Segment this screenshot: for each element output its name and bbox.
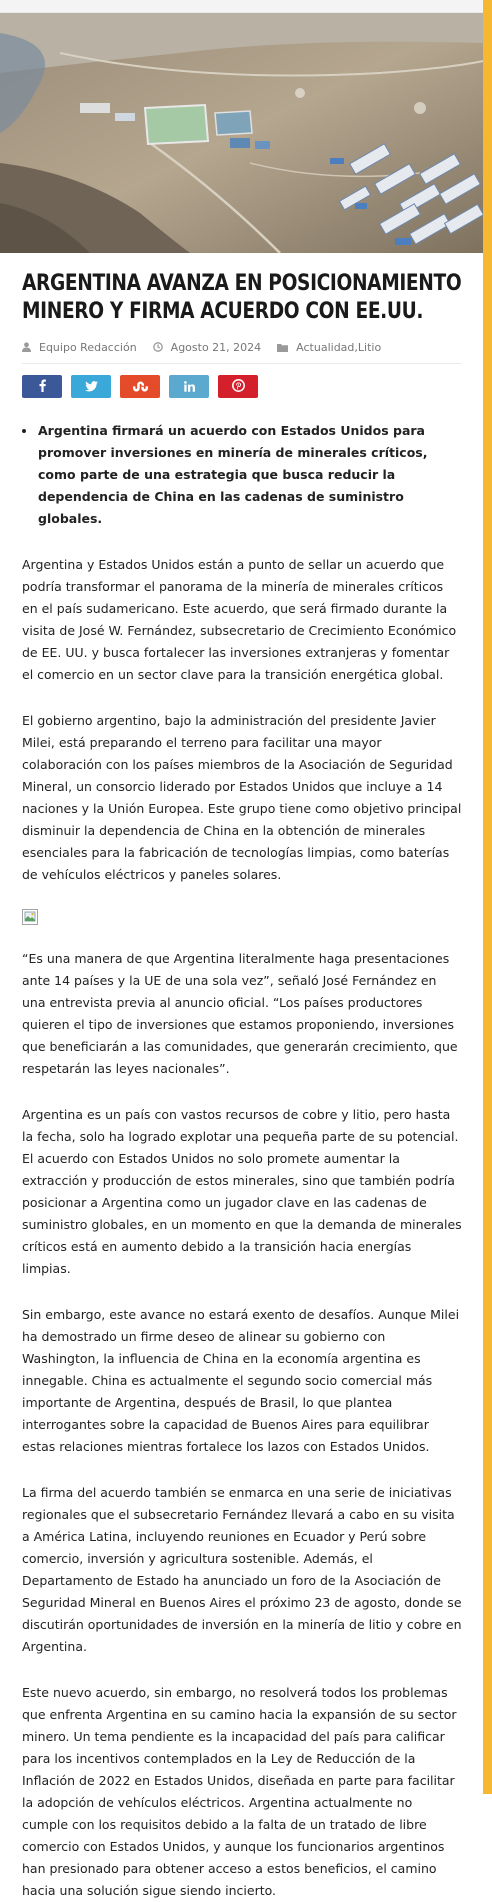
category-separator: , bbox=[354, 340, 358, 354]
date-meta bbox=[153, 341, 262, 354]
pinterest-icon bbox=[232, 377, 245, 396]
linkedin-share-button[interactable] bbox=[169, 375, 209, 398]
article-title: ARGENTINA AVANZA EN POSICIONAMIENTO MINERO Y FIRMA ACUERDO CON EE.UU. bbox=[22, 270, 462, 324]
category-link[interactable]: Actualidad bbox=[296, 340, 355, 354]
broken-image-icon bbox=[22, 910, 38, 929]
body-paragraph: El gobierno argentino, bajo la administración del presidente Javier Milei, está preparando el terreno para facilitar una mayor colaboración con los países miembros de la Asociación de Seguridad Mineral, un consorcio liderado por Estados Unidos que incluye a 14 naciones y la Unión Europea. Este grupo tiene como objetivo principal disminuir la dependencia de China en la obtención de minerales esenciales para la fabricación de tecnologías limpias, como baterías de vehículos eléctricos y paneles solares. bbox=[22, 713, 462, 882]
category-link[interactable]: Litio bbox=[357, 340, 382, 354]
accent-side-bar bbox=[483, 0, 492, 1794]
article-meta bbox=[22, 339, 462, 364]
facebook-share-button[interactable] bbox=[22, 375, 62, 398]
twitter-icon bbox=[85, 377, 98, 396]
body-paragraph: Sin embargo, este avance no estará exento de desafíos. Aunque Milei ha demostrado un firme deseo de alinear su gobierno con Washington, la influencia de China en la economía argentina es innegable. China es actualmente el segundo socio comercial más importante de Argentina, después de Brasil, lo que plantea interrogantes sobre la capacidad de Buenos Aires para equilibrar estas relaciones mientras fortalece los lazos con Estados Unidos. bbox=[22, 1307, 460, 1454]
stumbleupon-share-button[interactable] bbox=[120, 375, 160, 398]
summary-item: • Argentina firmará un acuerdo con Estados Unidos para promover inversiones en minería de minerales críticos, como parte de una estrategia que busca reducir la dependencia de China en las cadenas de suministro globales. bbox=[37, 420, 462, 530]
body-paragraph: La firma del acuerdo también se enmarca en una serie de iniciativas regionales que el subsecretario Fernández llevará a cabo en su visita a América Latina, incluyendo reuniones en Ecuador y Perú sobre comercio, inversión y agricultura sostenible. Además, el Departamento de Estado ha anunciado un foro de la Asociación de Seguridad Mineral en Buenos Aires el próximo 23 de agosto, donde se discutirán oportunidades de inversión en la minería de litio y cobre en Argentina. bbox=[22, 1485, 462, 1654]
body-paragraph: Argentina es un país con vastos recursos de cobre y litio, pero hasta la fecha, solo ha logrado explotar una pequeña parte de su potencial. El acuerdo con Estados Unidos no solo promete aumentar la extracción y producción de estos minerales, sino que también podría posicionar a Argentina como un jugador clave en las cadenas de suministro globales, en un momento en que la demanda de minerales críticos está en aumento debido a la transición hacia energías limpias. bbox=[22, 1107, 462, 1276]
linkedin-icon bbox=[184, 377, 195, 396]
publish-date: Agosto 21, 2024 bbox=[170, 340, 262, 354]
clock-icon bbox=[153, 342, 163, 352]
hero-image bbox=[0, 13, 483, 253]
twitter-share-button[interactable] bbox=[71, 375, 111, 398]
body-paragraph: Este nuevo acuerdo, sin embargo, no resolverá todos los problemas que enfrenta Argentina en su camino hacia la expansión de su sector minero. Un tema pendiente es la incapacidad del país para calificar para los incentivos contemplados en la Ley de Reducción de la Inflación de 2022 en Estados Unidos, diseñada en parte para facilitar la adopción de vehículos eléctricos. Argentina actualmente no cumple con los requisitos debido a la falta de un tratado de libre comercio con Estados Unidos, y aunque los funcionarios argentinos han presionado para obtener acceso a estos beneficios, el camino hacia una solución sigue siendo incierto. bbox=[22, 1685, 457, 1898]
stumbleupon-icon bbox=[133, 377, 148, 396]
author-name[interactable]: Equipo Redacción bbox=[39, 340, 137, 354]
facebook-icon bbox=[39, 377, 46, 396]
user-icon bbox=[22, 342, 31, 352]
share-buttons bbox=[22, 375, 462, 398]
inline-image bbox=[22, 909, 462, 927]
body-paragraph: Argentina y Estados Unidos están a punto de sellar un acuerdo que podría transformar el panorama de la minería de minerales críticos en el país sudamericano. Este acuerdo, que será firmado durante la visita de José W. Fernández, subsecretario de Crecimiento Económico de EE. UU. y busca fortalecer las inversiones extranjeras y fomentar el comercio en un sector clave para la transición energética global. bbox=[22, 557, 457, 682]
top-strip bbox=[0, 0, 483, 13]
category-meta bbox=[277, 341, 381, 354]
author-meta bbox=[22, 341, 137, 354]
pinterest-share-button[interactable] bbox=[218, 375, 258, 398]
article bbox=[22, 269, 462, 1902]
article-summary-list bbox=[22, 420, 462, 530]
folder-icon bbox=[277, 343, 288, 352]
body-paragraph: “Es una manera de que Argentina literalmente haga presentaciones ante 14 países y la UE de una sola vez”, señaló José Fernández en una entrevista previa al anuncio oficial. “Los países productores quieren el tipo de inversiones que estamos proponiendo, inversiones que beneficiarán a las comunidades, que generarán crecimiento, que respetarán las leyes nacionales”. bbox=[22, 951, 458, 1076]
